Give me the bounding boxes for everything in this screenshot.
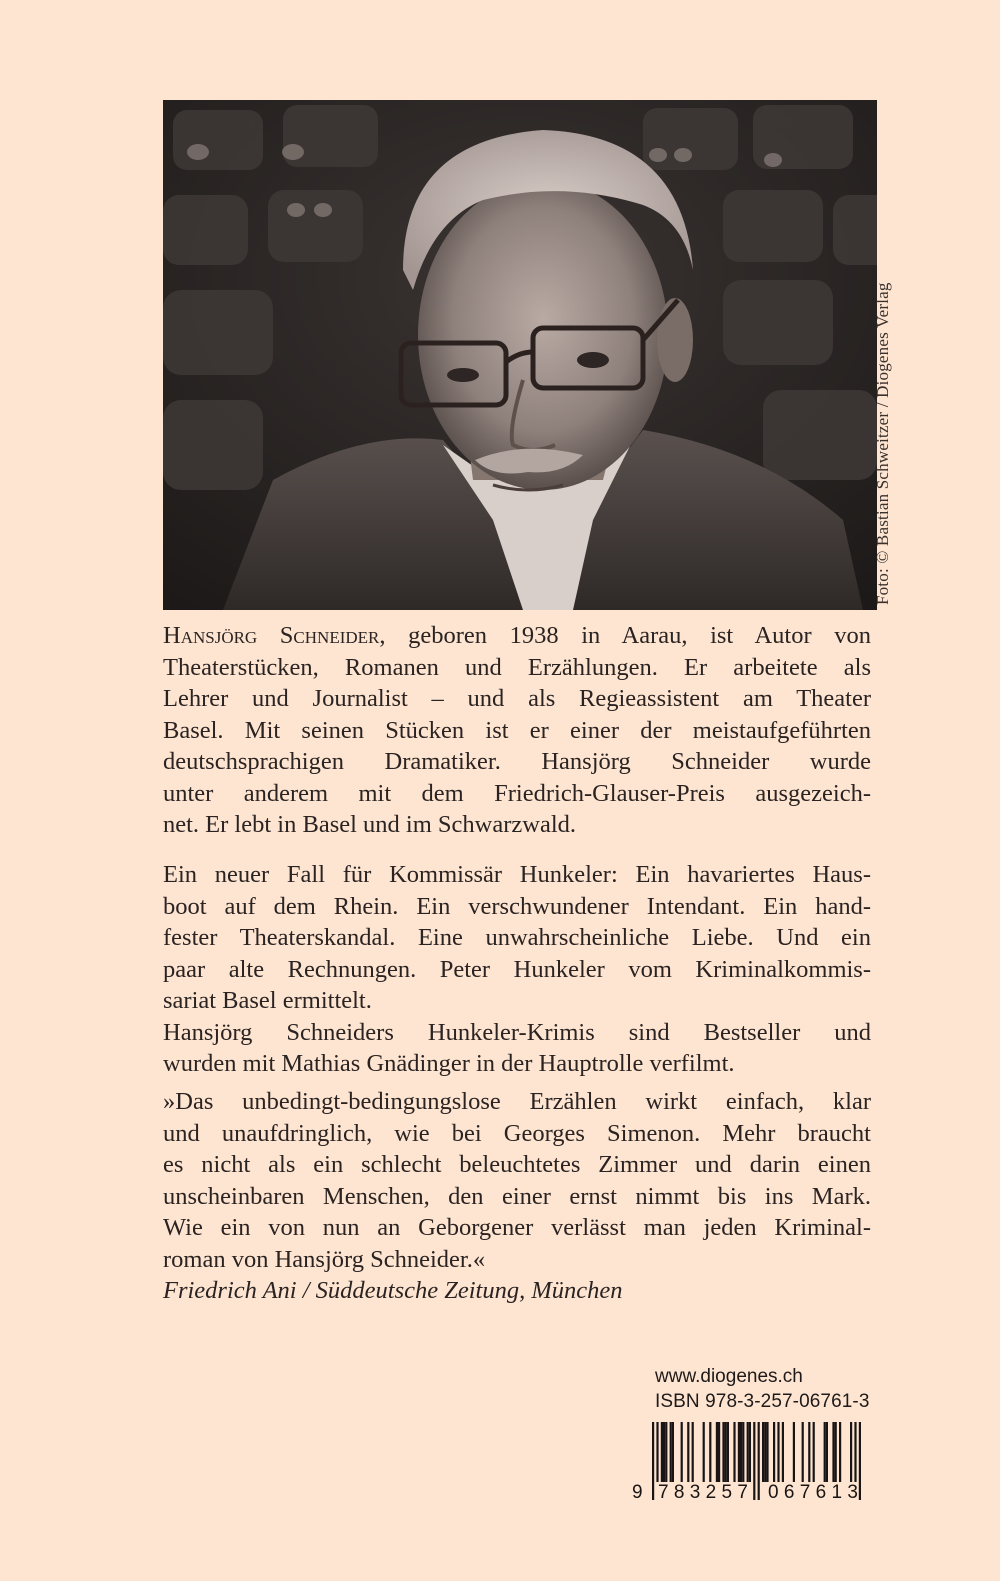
barcode-bar — [703, 1422, 705, 1482]
bio-line: unter anderem mit dem Friedrich-Glauser-Preis ausgezeich- — [163, 779, 871, 807]
barcode-bar — [749, 1422, 751, 1482]
plot-line: wurden mit Mathias Gnädinger in der Hauptrolle verfilmt. — [163, 1050, 735, 1077]
barcode-bar — [687, 1422, 689, 1482]
barcode-bar — [725, 1422, 727, 1482]
barcode-bar — [777, 1422, 779, 1482]
barcode-bar — [652, 1422, 654, 1500]
isbn-barcode — [628, 1422, 890, 1502]
barcode-bar — [733, 1422, 735, 1482]
photo-credit: Foto: © Bastian Schweitzer / Diogenes Verlag — [873, 282, 892, 605]
barcode-bar — [808, 1422, 810, 1482]
quote-line: unscheinbaren Menschen, den einer ernst nimmt bis ins Mark. — [163, 1182, 871, 1210]
bio-line: Hansjörg Schneider, geboren 1938 in Aarau, ist Autor von — [163, 622, 871, 649]
barcode-bar — [663, 1422, 665, 1482]
plot-line: sariat Basel ermittelt. — [163, 987, 372, 1014]
barcode-bar — [753, 1422, 755, 1500]
barcode-bar — [692, 1422, 694, 1482]
publisher-url[interactable]: www.diogenes.ch — [655, 1366, 803, 1387]
bio-line: Basel. Mit seinen Stücken ist er einer der meistaufgeführten — [163, 716, 871, 744]
barcode-bar — [672, 1422, 674, 1482]
barcode-bar — [832, 1422, 834, 1482]
plot-line: fester Theaterskandal. Eine unwahrscheinliche Liebe. Und ein — [163, 924, 871, 951]
barcode-bar — [839, 1422, 841, 1482]
barcode-bar — [740, 1422, 742, 1482]
author-bio — [163, 620, 871, 841]
barcode-bar — [824, 1422, 826, 1482]
barcode-digits-right: 067613 — [768, 1482, 864, 1502]
quote-line: »Das unbedingt-bedingungslose Erzählen wirkt einfach, klar — [163, 1088, 871, 1115]
barcode-bar — [835, 1422, 837, 1482]
barcode-bar — [722, 1422, 724, 1482]
bio-line: deutschsprachigen Dramatiker. Hansjörg Schneider wurde — [163, 748, 871, 775]
quote-attribution: Friedrich Ani / Süddeutsche Zeitung, München — [163, 1277, 623, 1304]
plot-line: Hansjörg Schneiders Hunkeler-Krimis sind Bestseller und — [163, 1018, 871, 1046]
quote-line: Wie ein von nun an Geborgener verlässt man jeden Kriminal- — [163, 1214, 871, 1241]
barcode-bar — [826, 1422, 828, 1482]
barcode-bar — [718, 1422, 720, 1482]
barcode-bar — [742, 1422, 744, 1482]
bio-line: Theaterstücken, Romanen und Erzählungen. Er arbeitete als — [163, 653, 871, 681]
barcode-bar — [793, 1422, 795, 1482]
plot-line: paar alte Rechnungen. Peter Hunkeler vom Kriminalkommis- — [163, 955, 871, 983]
plot-line: Ein neuer Fall für Kommissär Hunkeler: Ein havariertes Haus- — [163, 861, 871, 888]
barcode-bar — [665, 1422, 667, 1482]
barcode-bar — [661, 1422, 663, 1482]
barcode-bar — [782, 1422, 784, 1482]
barcode-bar — [762, 1422, 764, 1482]
barcode-bar — [758, 1422, 760, 1500]
review-quote — [163, 1086, 871, 1307]
barcode-bar — [747, 1422, 749, 1482]
barcode-bar — [813, 1422, 815, 1482]
barcode-bar — [764, 1422, 766, 1482]
barcode-bar — [670, 1422, 672, 1482]
barcode-bar — [716, 1422, 718, 1482]
quote-line: es nicht als ein schlecht beleuchtetes Zimmer und darin einen — [163, 1151, 871, 1178]
quote-line: roman von Hansjörg Schneider.« — [163, 1245, 486, 1273]
bio-line: Lehrer und Journalist – und als Regieassistent am Theater — [163, 685, 871, 712]
quote-line: und unaufdringlich, wie bei Georges Simenon. Mehr braucht — [163, 1119, 871, 1147]
plot-line: boot auf dem Rhein. Ein verschwundener Intendant. Ein hand- — [163, 892, 871, 920]
barcode-bar — [766, 1422, 768, 1482]
bio-line: net. Er lebt in Basel und im Schwarzwald. — [163, 811, 576, 838]
barcode-digit-first: 9 — [632, 1482, 643, 1502]
barcode-bar — [727, 1422, 729, 1482]
barcode-bar — [681, 1422, 683, 1482]
author-name: Hansjörg Schneider — [163, 622, 380, 649]
barcode-bar — [802, 1422, 804, 1482]
barcode-bar — [773, 1422, 775, 1482]
author-photo — [163, 100, 877, 610]
plot-summary — [163, 859, 871, 1080]
author-portrait-image — [163, 100, 877, 610]
isbn-number: ISBN 978-3-257-06761-3 — [655, 1391, 870, 1412]
barcode-bar — [709, 1422, 711, 1482]
barcode-digits-left: 783257 — [658, 1482, 754, 1502]
barcode-bar — [850, 1422, 852, 1482]
barcode-bar — [738, 1422, 740, 1482]
